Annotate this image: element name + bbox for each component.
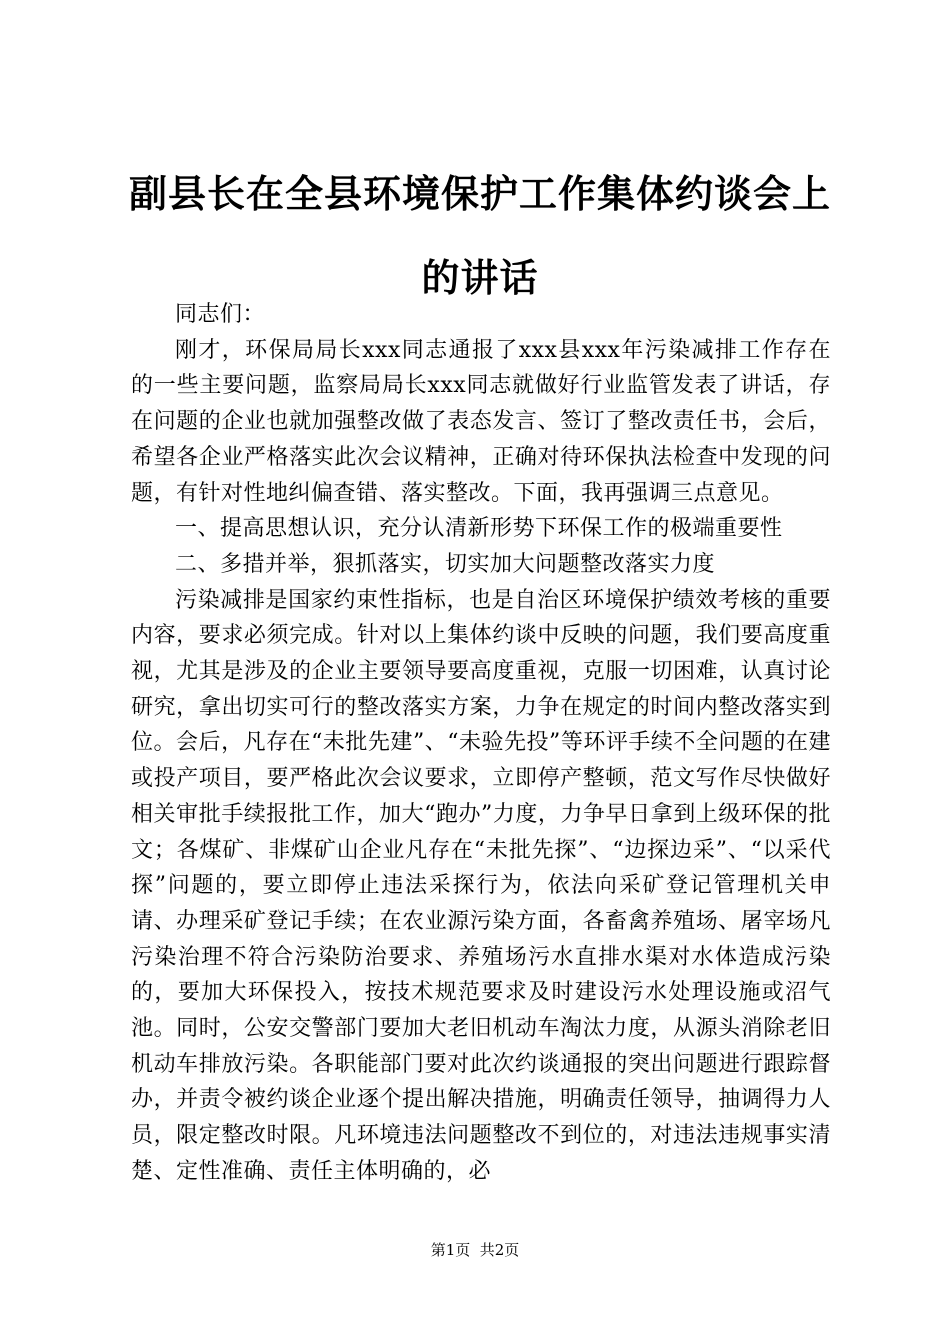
- section-heading-2: 二、多措并举，狠抓落实，切实加大问题整改落实力度: [175, 551, 716, 577]
- body-paragraph: 污染减排是国家约束性指标，也是自治区环境保护绩效考核的重要内容，要求必须完成。针对以上集体约谈中反映的问题，我们要高度重视，尤其是涉及的企业主要领导要高度重视，克服一切困难，认真讨论研究，拿出切实可行的整改落实方案，力争在规定的时间内整改落实到位。会后，凡存在“未批先建”、“未验先投”等环评手续不全问题的在建或投产项目，要严格此次会议要求，立即停产整顿，范文写作尽快做好相关审批手续报批工作，加大“跑办”力度，力争早日拿到上级环保的批文；各煤矿、非煤矿山企业凡存在“未批先探”、“边探边采”、“以采代探”问题的，要立即停止违法采探行为，依法向采矿登记管理机关申请、办理采矿登记手续；在农业源污染方面，各畜禽养殖场、屠宰场凡污染治理不符合污染防治要求、养殖场污水直排水渠对水体造成污染的，要加大环保投入，按技术规范要求及时建设污水处理设施或沼气池。同时，公安交警部门要加大老旧机动车淘汰力度，从源头消除老旧机动车排放污染。各职能部门要对此次约谈通报的突出问题进行跟踪督办，并责令被约谈企业逐个提出解决措施，明确责任领导，抽调得力人员，限定整改时限。凡环境违法问题整改不到位的，对违法违规事实清楚、定性准确、责任主体明确的，必: [131, 587, 831, 1184]
- page-number-label: 第1页 共2页: [430, 1241, 520, 1259]
- section-heading-1: 一、提高思想认识，充分认清新形势下环保工作的极端重要性: [175, 516, 783, 542]
- intro-paragraph: 刚才，环保局局长xxx同志通报了xxx县xxx年污染减排工作存在的一些主要问题，监察局局长xxx同志就做好行业监管发表了讲话，存在问题的企业也就加强整改做了表态发言、签订了整改责任书，会后，希望各企业严格落实此次会议精神，正确对待环保执法检查中发现的问题，有针对性地纠偏查错、落实整改。下面，我再强调三点意见。: [131, 337, 831, 506]
- page-footer: [0, 1240, 950, 1260]
- document-body: [131, 297, 831, 1190]
- salutation-paragraph: 同志们：: [175, 302, 266, 327]
- document-title: 副县长在全县环境保护工作集体约谈会上的讲话: [128, 171, 831, 300]
